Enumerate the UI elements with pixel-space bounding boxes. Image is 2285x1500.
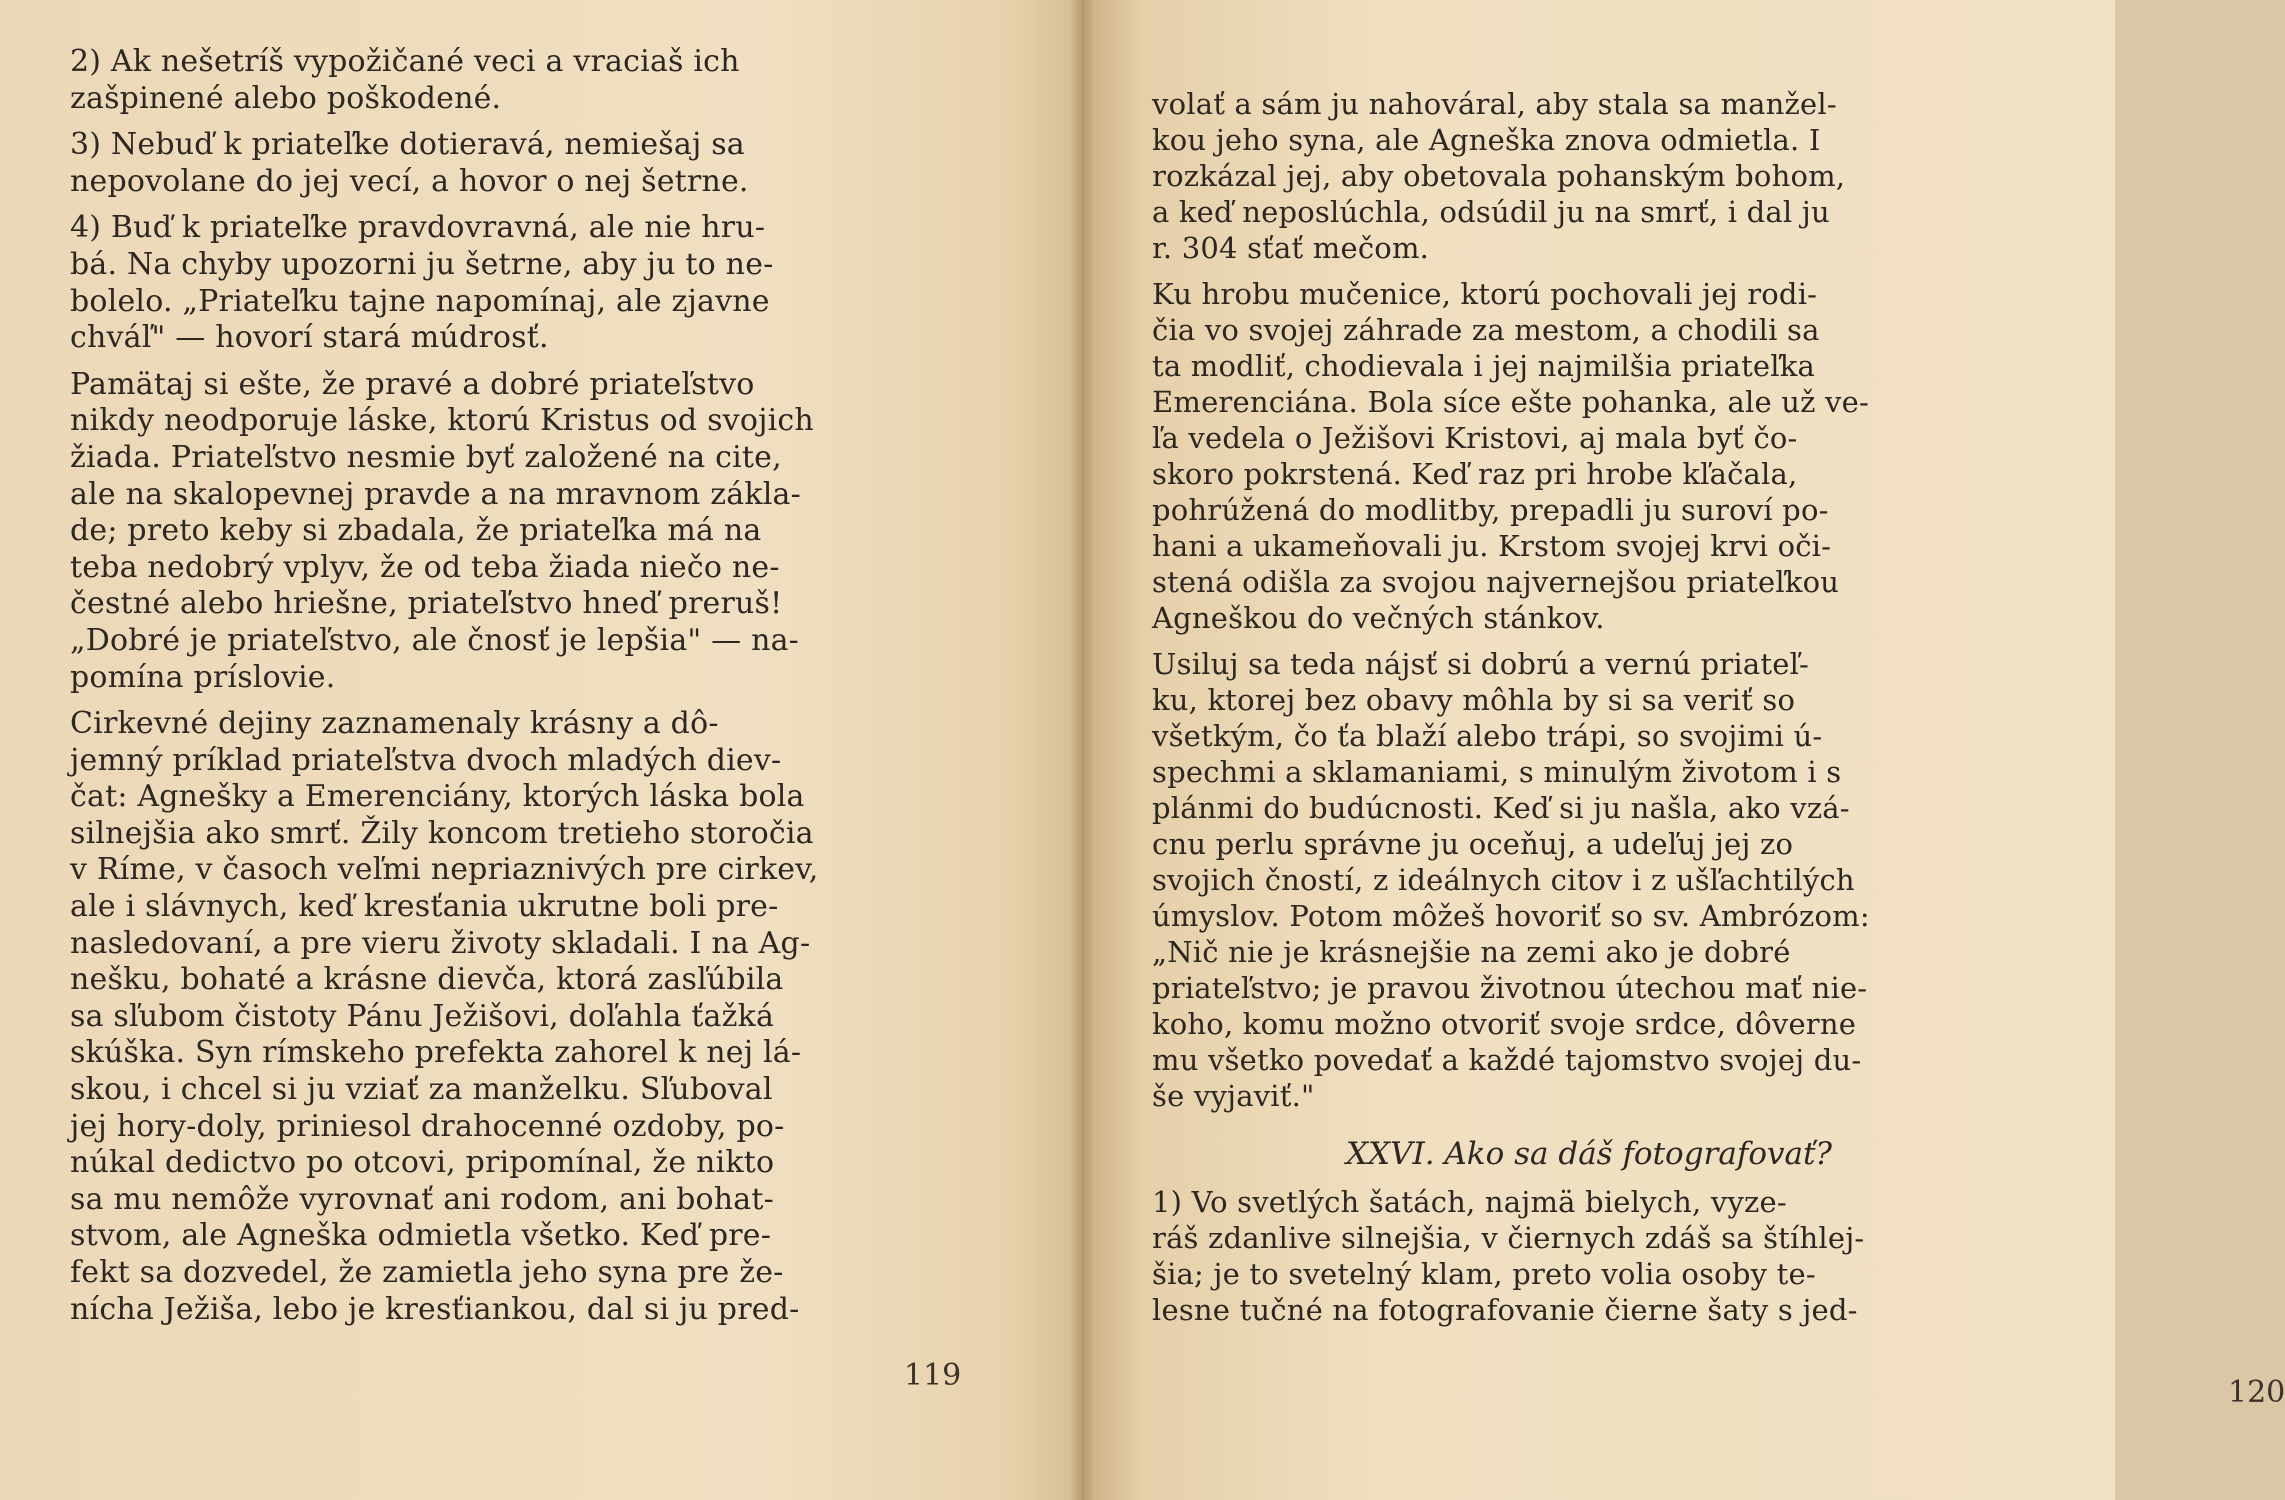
text-line: kou jeho syna, ale Agneška znova odmietla. I — [1152, 123, 1821, 157]
text-line: Usiluj sa teda nájsť si dobrú a vernú priateľ- — [1152, 647, 1810, 681]
text-line: ľa vedela o Ježišovi Kristovi, aj mala byť čo- — [1152, 421, 1798, 455]
text-line: nasledovaní, a pre vieru životy skladali. I na Ag- — [70, 925, 811, 961]
text-line: cnu perlu správne ju oceňuj, a udeľuj jej zo — [1152, 827, 1794, 861]
text-line: v Ríme, v časoch veľmi nepriaznivých pre cirkev, — [70, 852, 819, 888]
right-page-paragraphs-after — [1152, 1184, 2026, 1328]
text-line: nešku, bohaté a krásne dievča, ktorá zasľúbila — [70, 962, 784, 998]
text-line: čia vo svojej záhrade za mestom, a chodili sa — [1152, 313, 1820, 347]
text-line: 4) Buď k priateľke pravdovravná, ale nie hru- — [70, 210, 766, 246]
paragraph — [1152, 646, 2026, 1114]
text-line: a keď neposlúchla, odsúdil ju na smrť, i dal ju — [1152, 195, 1830, 229]
text-line: jemný príklad priateľstva dvoch mladých diev- — [70, 742, 782, 778]
text-line: mu všetko povedať a každé tajomstvo svojej du- — [1152, 1043, 1862, 1077]
text-line: koho, komu možno otvoriť svoje srdce, dôverne — [1152, 1007, 1857, 1041]
text-line: fekt sa dozvedel, že zamietla jeho syna pre že- — [70, 1255, 784, 1290]
text-line: všetkým, čo ťa blaží alebo trápi, so svojimi ú- — [1152, 719, 1823, 753]
text-line: priateľstvo; je pravou životnou útechou mať nie- — [1152, 971, 1868, 1005]
text-line: „Dobré je priateľstvo, ale čnosť je lepšia" — na- — [70, 622, 800, 658]
text-line: núkal dedictvo po otcovi, pripomínal, že nikto — [70, 1145, 775, 1181]
text-line: žiada. Priateľstvo nesmie byť založené na cite, — [70, 439, 782, 475]
text-line: nepovolane do jej vecí, a hovor o nej šetrne. — [70, 163, 749, 199]
text-line: svojich čností, z ideálnych citov i z ušľachtilých — [1152, 863, 1855, 897]
text-line: 3) Nebuď k priateľke dotieravá, nemiešaj sa — [70, 127, 745, 163]
left-page-text — [70, 44, 956, 1328]
text-line: hani a ukameňovali ju. Krstom svojej krvi oči- — [1152, 529, 1832, 563]
paragraph — [70, 210, 956, 356]
text-line: šia; je to svetelný klam, preto volia osoby te- — [1152, 1257, 1816, 1291]
text-line: Cirkevné dejiny zaznamenaly krásny a dô- — [70, 706, 719, 742]
right-page-number: 120 — [2228, 1375, 2285, 1410]
text-line: Pamätaj si ešte, že pravé a dobré priateľstvo — [70, 366, 755, 402]
text-line: silnejšia ako smrť. Žily koncom tretieho storočia — [70, 815, 814, 851]
text-line: še vyjaviť." — [1152, 1079, 1315, 1113]
text-line: lesne tučné na fotografovanie čierne šaty s jed- — [1152, 1293, 1858, 1327]
text-line: skou, i chcel si ju vziať za manželku. Sľuboval — [70, 1072, 773, 1108]
text-line: sa mu nemôže vyrovnať ani rodom, ani bohat- — [70, 1181, 774, 1217]
text-line: 1) Vo svetlých šatách, najmä bielych, vyze- — [1152, 1185, 1787, 1219]
text-line: teba nedobrý vplyv, že od teba žiada niečo ne- — [70, 549, 780, 585]
text-line: skoro pokrstená. Keď raz pri hrobe kľačala, — [1152, 457, 1798, 491]
book-gutter — [1070, 0, 1094, 1500]
text-line: stvom, ale Agneška odmietla všetko. Keď pre- — [70, 1218, 772, 1254]
paragraph — [1152, 1184, 2026, 1328]
paragraph — [70, 706, 956, 1328]
text-line: pomína príslovie. — [70, 659, 336, 695]
text-line: de; preto keby si zbadala, že priateľka má na — [70, 513, 762, 549]
text-line: pohrúžená do modlitby, prepadli ju suroví po- — [1152, 493, 1829, 527]
text-line: ale na skalopevnej pravde a na mravnom zákla- — [70, 476, 801, 512]
right-page-paragraphs-before — [1152, 86, 2026, 1114]
text-line: spechmi a sklamaniami, s minulým životom i s — [1152, 755, 1842, 789]
text-line: volať a sám ju nahováral, aby stala sa manžel- — [1152, 87, 1837, 121]
text-line: bolelo. „Priateľku tajne napomínaj, ale zjavne — [70, 283, 770, 319]
paragraph — [70, 127, 956, 200]
paragraph — [1152, 86, 2026, 266]
text-line: čat: Agnešky a Emerenciány, ktorých láska bola — [70, 779, 805, 815]
text-line: Emerenciána. Bola síce ešte pohanka, ale už ve- — [1152, 385, 1869, 419]
text-line: zašpinené alebo poškodené. — [70, 80, 502, 116]
text-line: ku, ktorej bez obavy môhla by si sa veriť so — [1152, 683, 1796, 717]
text-line: ale i slávnych, keď kresťania ukrutne boli pre- — [70, 889, 779, 925]
text-line: nícha Ježiša, lebo je kresťiankou, dal si ju pred- — [70, 1291, 800, 1327]
left-page-number: 119 — [904, 1358, 962, 1393]
paragraph — [70, 367, 956, 696]
paragraph — [70, 44, 956, 117]
text-line: sa sľubom čistoty Pánu Ježišovi, doľahla ťažká — [70, 998, 775, 1034]
paragraph — [1152, 276, 2026, 636]
text-line: plánmi do budúcnosti. Keď si ju našla, ako vzá- — [1152, 791, 1850, 825]
left-page — [0, 0, 1082, 1500]
section-heading: XXVI. Ako sa dáš fotografovať? — [1345, 1136, 1833, 1172]
text-line: 2) Ak nešetríš vypožičané veci a vraciaš ich — [70, 44, 740, 79]
text-line: skúška. Syn rímskeho prefekta zahorel k nej lá- — [70, 1035, 802, 1071]
text-line: čestné alebo hriešne, priateľstvo hneď preruš! — [70, 586, 783, 622]
text-line: rozkázal jej, aby obetovala pohanským bohom, — [1152, 159, 1846, 193]
text-line: Agneškou do večných stánkov. — [1152, 601, 1605, 635]
text-line: bá. Na chyby upozorni ju šetrne, aby ju to ne- — [70, 246, 774, 282]
text-line: nikdy neodporuje láske, ktorú Kristus od svojich — [70, 403, 814, 439]
text-line: ráš zdanlive silnejšia, v čiernych zdáš sa štíhlej- — [1152, 1221, 1865, 1255]
text-line: chváľ" — hovorí stará múdrosť. — [70, 320, 549, 356]
text-line: r. 304 sťať mečom. — [1152, 231, 1430, 265]
text-line: jej hory-doly, priniesol drahocenné ozdoby, po- — [70, 1108, 785, 1144]
text-line: stená odišla za svojou najvernejšou priateľkou — [1152, 565, 1840, 599]
text-line: Ku hrobu mučenice, ktorú pochovali jej rodi- — [1152, 277, 1818, 311]
right-page-text — [1152, 86, 2026, 1328]
text-line: „Nič nie je krásnejšie na zemi ako je dobré — [1152, 935, 1791, 969]
text-line: úmyslov. Potom môžeš hovoriť so sv. Ambrózom: — [1152, 899, 1870, 933]
text-line: ta modliť, chodievala i jej najmilšia priateľka — [1152, 349, 1816, 383]
